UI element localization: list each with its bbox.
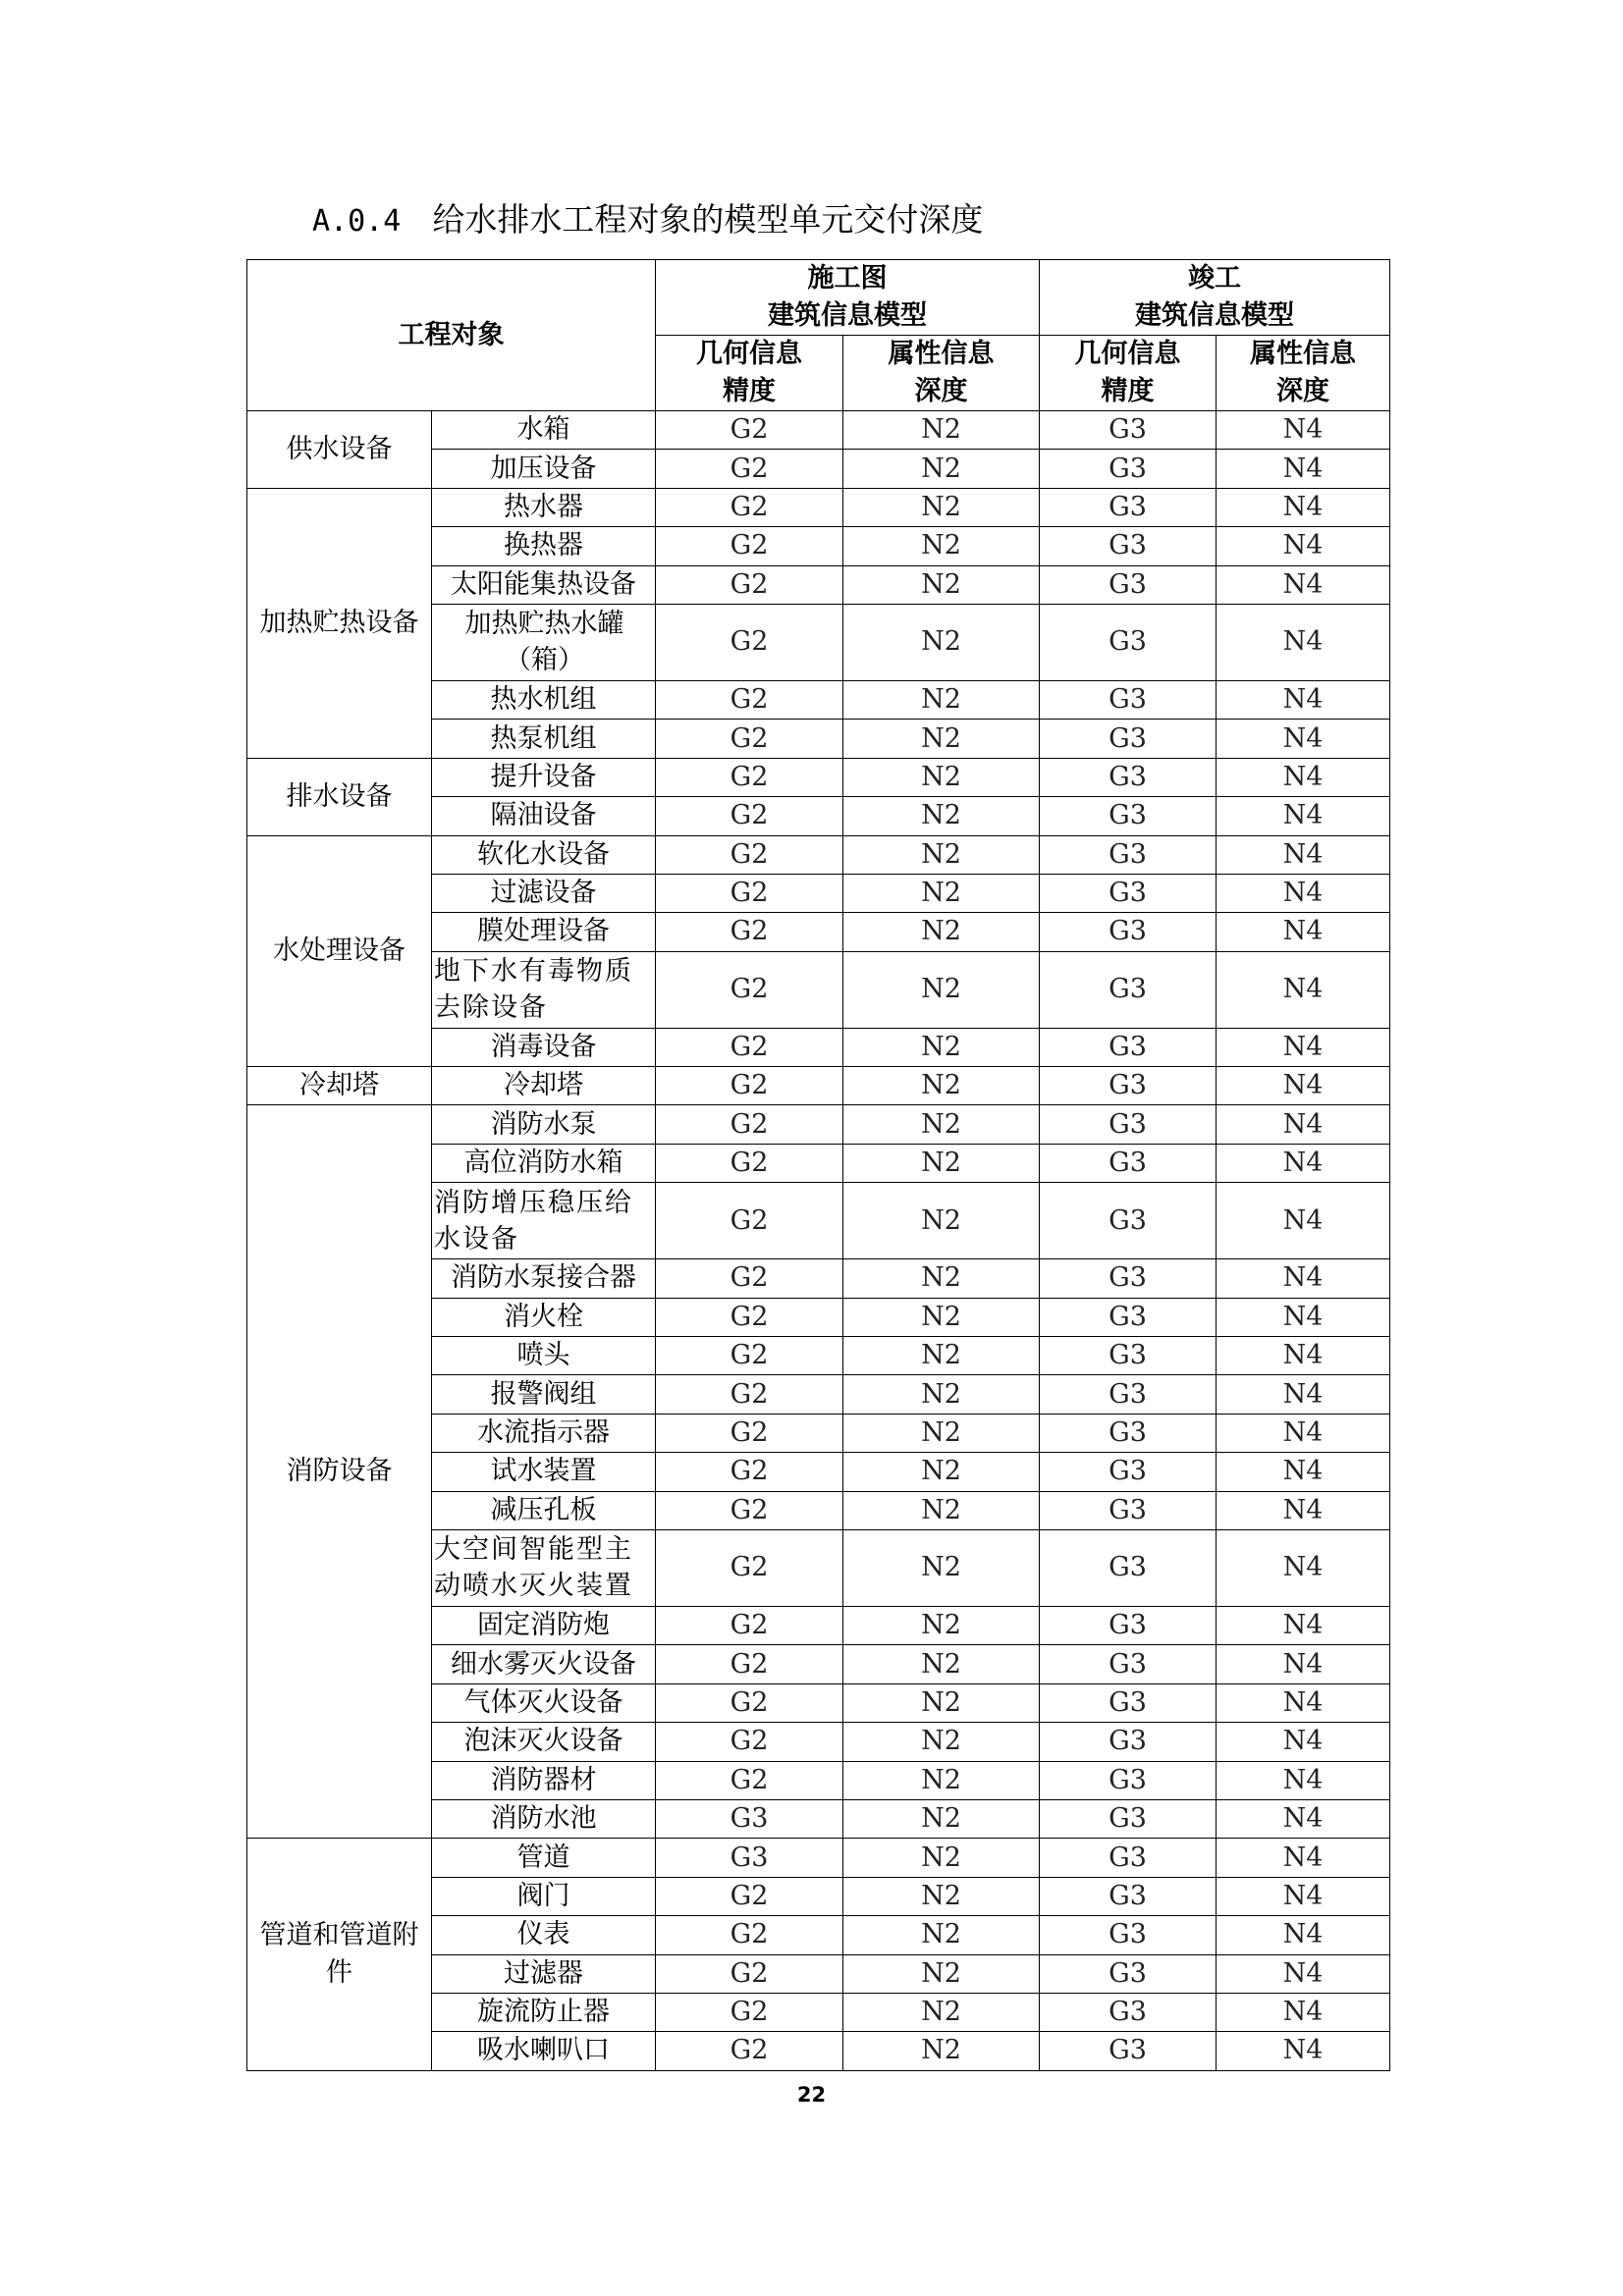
value-completion-attribute: N4 xyxy=(1217,411,1390,450)
value-completion-geometry: G3 xyxy=(1040,874,1217,912)
value-construction-attribute: N2 xyxy=(843,874,1040,912)
value-construction-attribute: N2 xyxy=(843,1761,1040,1799)
value-construction-geometry: G3 xyxy=(656,1839,843,1877)
value-completion-geometry: G3 xyxy=(1040,797,1217,835)
table-row xyxy=(247,488,1390,526)
value-completion-attribute: N4 xyxy=(1217,1916,1390,1954)
value-completion-attribute: N4 xyxy=(1217,1761,1390,1799)
value-completion-geometry: G3 xyxy=(1040,1877,1217,1915)
value-completion-geometry: G3 xyxy=(1040,1144,1217,1182)
value-completion-geometry: G3 xyxy=(1040,411,1217,450)
item-name: 提升设备 xyxy=(432,758,656,796)
value-construction-geometry: G3 xyxy=(656,1799,843,1838)
item-name: 仪表 xyxy=(432,1916,656,1954)
item-name: 换热器 xyxy=(432,527,656,565)
value-completion-attribute: N4 xyxy=(1217,565,1390,604)
value-construction-geometry: G2 xyxy=(656,1259,843,1298)
item-name: 隔油设备 xyxy=(432,797,656,835)
item-name: 气体灭火设备 xyxy=(432,1683,656,1722)
value-completion-attribute: N4 xyxy=(1217,1683,1390,1722)
value-completion-attribute: N4 xyxy=(1217,1723,1390,1761)
value-completion-attribute: N4 xyxy=(1217,1606,1390,1644)
value-construction-attribute: N2 xyxy=(843,797,1040,835)
value-completion-geometry: G3 xyxy=(1040,1453,1217,1491)
delivery-depth-table xyxy=(246,259,1390,2071)
value-construction-attribute: N2 xyxy=(843,1414,1040,1452)
item-name: 软化水设备 xyxy=(432,835,656,874)
value-construction-geometry: G2 xyxy=(656,1645,843,1683)
value-completion-attribute: N4 xyxy=(1217,1954,1390,1993)
value-completion-geometry: G3 xyxy=(1040,1723,1217,1761)
item-name: 水流指示器 xyxy=(432,1414,656,1452)
value-construction-geometry: G2 xyxy=(656,1761,843,1799)
value-completion-attribute: N4 xyxy=(1217,797,1390,835)
table-body xyxy=(247,411,1390,2071)
value-construction-geometry: G2 xyxy=(656,1337,843,1375)
item-name: 消防水泵接合器 xyxy=(432,1259,656,1298)
table-row xyxy=(247,758,1390,796)
value-construction-attribute: N2 xyxy=(843,1954,1040,1993)
group-name: 冷却塔 xyxy=(247,1067,432,1105)
value-construction-geometry: G2 xyxy=(656,1916,843,1954)
value-completion-attribute: N4 xyxy=(1217,1183,1390,1259)
value-completion-geometry: G3 xyxy=(1040,1839,1217,1877)
value-construction-geometry: G2 xyxy=(656,1375,843,1414)
value-completion-geometry: G3 xyxy=(1040,1683,1217,1722)
value-completion-attribute: N4 xyxy=(1217,527,1390,565)
value-completion-geometry: G3 xyxy=(1040,758,1217,796)
table-row xyxy=(247,835,1390,874)
item-name: 消毒设备 xyxy=(432,1028,656,1066)
table-row xyxy=(247,1105,1390,1144)
item-name: 地下水有毒物质去除设备 xyxy=(432,951,656,1028)
group-name: 水处理设备 xyxy=(247,835,432,1067)
value-construction-geometry: G2 xyxy=(656,411,843,450)
group-name: 排水设备 xyxy=(247,758,432,835)
value-completion-geometry: G3 xyxy=(1040,1761,1217,1799)
value-completion-attribute: N4 xyxy=(1217,913,1390,951)
value-construction-attribute: N2 xyxy=(843,527,1040,565)
item-name: 热泵机组 xyxy=(432,720,656,758)
value-construction-geometry: G2 xyxy=(656,527,843,565)
value-completion-attribute: N4 xyxy=(1217,1375,1390,1414)
item-name: 热水器 xyxy=(432,488,656,526)
header-construction-model: 施工图 建筑信息模型 xyxy=(656,260,1040,336)
value-completion-geometry: G3 xyxy=(1040,1259,1217,1298)
page-number: 22 xyxy=(796,2083,827,2107)
value-completion-attribute: N4 xyxy=(1217,1414,1390,1452)
value-completion-attribute: N4 xyxy=(1217,488,1390,526)
group-name: 管道和管道附 件 xyxy=(247,1839,432,2070)
value-completion-geometry: G3 xyxy=(1040,720,1217,758)
value-completion-attribute: N4 xyxy=(1217,1337,1390,1375)
item-name: 泡沫灭火设备 xyxy=(432,1723,656,1761)
value-construction-geometry: G2 xyxy=(656,1606,843,1644)
item-name: 过滤器 xyxy=(432,1954,656,1993)
value-construction-geometry: G2 xyxy=(656,604,843,680)
value-completion-attribute: N4 xyxy=(1217,1028,1390,1066)
value-construction-geometry: G2 xyxy=(656,488,843,526)
value-completion-geometry: G3 xyxy=(1040,835,1217,874)
value-completion-geometry: G3 xyxy=(1040,913,1217,951)
value-completion-attribute: N4 xyxy=(1217,951,1390,1028)
value-construction-geometry: G2 xyxy=(656,758,843,796)
value-completion-geometry: G3 xyxy=(1040,1183,1217,1259)
header-completion-attribute: 属性信息 深度 xyxy=(1217,336,1390,411)
item-name: 报警阀组 xyxy=(432,1375,656,1414)
value-completion-attribute: N4 xyxy=(1217,1877,1390,1915)
value-completion-geometry: G3 xyxy=(1040,1645,1217,1683)
item-name: 冷却塔 xyxy=(432,1067,656,1105)
value-construction-attribute: N2 xyxy=(843,1144,1040,1182)
value-completion-geometry: G3 xyxy=(1040,1529,1217,1606)
value-completion-geometry: G3 xyxy=(1040,1414,1217,1452)
value-construction-attribute: N2 xyxy=(843,1259,1040,1298)
item-name: 消防水泵 xyxy=(432,1105,656,1144)
value-completion-geometry: G3 xyxy=(1040,604,1217,680)
value-construction-attribute: N2 xyxy=(843,450,1040,488)
item-name: 加压设备 xyxy=(432,450,656,488)
value-completion-geometry: G3 xyxy=(1040,1337,1217,1375)
value-completion-attribute: N4 xyxy=(1217,1799,1390,1838)
item-name: 加热贮热水罐 （箱） xyxy=(432,604,656,680)
value-construction-geometry: G2 xyxy=(656,1529,843,1606)
value-construction-attribute: N2 xyxy=(843,1993,1040,2031)
value-completion-attribute: N4 xyxy=(1217,1105,1390,1144)
value-construction-geometry: G2 xyxy=(656,835,843,874)
section-heading xyxy=(312,194,983,240)
value-construction-geometry: G2 xyxy=(656,1144,843,1182)
item-name: 吸水喇叭口 xyxy=(432,2032,656,2070)
value-construction-geometry: G2 xyxy=(656,1298,843,1336)
value-construction-geometry: G2 xyxy=(656,1028,843,1066)
value-construction-geometry: G2 xyxy=(656,1954,843,1993)
value-completion-geometry: G3 xyxy=(1040,1298,1217,1336)
value-completion-attribute: N4 xyxy=(1217,1529,1390,1606)
value-completion-geometry: G3 xyxy=(1040,565,1217,604)
value-completion-attribute: N4 xyxy=(1217,680,1390,719)
item-name: 膜处理设备 xyxy=(432,913,656,951)
value-construction-geometry: G2 xyxy=(656,565,843,604)
value-construction-geometry: G2 xyxy=(656,1877,843,1915)
item-name: 太阳能集热设备 xyxy=(432,565,656,604)
value-construction-attribute: N2 xyxy=(843,680,1040,719)
value-construction-attribute: N2 xyxy=(843,1183,1040,1259)
value-construction-attribute: N2 xyxy=(843,1298,1040,1336)
value-construction-attribute: N2 xyxy=(843,1683,1040,1722)
value-completion-attribute: N4 xyxy=(1217,720,1390,758)
value-completion-geometry: G3 xyxy=(1040,1105,1217,1144)
value-construction-geometry: G2 xyxy=(656,1067,843,1105)
value-construction-geometry: G2 xyxy=(656,951,843,1028)
value-construction-attribute: N2 xyxy=(843,488,1040,526)
value-construction-geometry: G2 xyxy=(656,1453,843,1491)
value-construction-attribute: N2 xyxy=(843,1799,1040,1838)
value-construction-attribute: N2 xyxy=(843,1645,1040,1683)
table-row xyxy=(247,1839,1390,1877)
item-name: 试水装置 xyxy=(432,1453,656,1491)
value-construction-attribute: N2 xyxy=(843,604,1040,680)
header-completion-model: 竣工 建筑信息模型 xyxy=(1040,260,1390,336)
value-completion-attribute: N4 xyxy=(1217,604,1390,680)
value-completion-geometry: G3 xyxy=(1040,1993,1217,2031)
item-name: 阀门 xyxy=(432,1877,656,1915)
value-completion-attribute: N4 xyxy=(1217,835,1390,874)
value-completion-attribute: N4 xyxy=(1217,1259,1390,1298)
value-construction-attribute: N2 xyxy=(843,1491,1040,1529)
item-name: 大空间智能型主动喷水灭火装置 xyxy=(432,1529,656,1606)
item-name: 消防器材 xyxy=(432,1761,656,1799)
value-construction-attribute: N2 xyxy=(843,1453,1040,1491)
value-construction-attribute: N2 xyxy=(843,411,1040,450)
value-construction-attribute: N2 xyxy=(843,720,1040,758)
value-construction-attribute: N2 xyxy=(843,951,1040,1028)
value-completion-geometry: G3 xyxy=(1040,1799,1217,1838)
value-construction-attribute: N2 xyxy=(843,1105,1040,1144)
value-completion-attribute: N4 xyxy=(1217,1453,1390,1491)
value-construction-geometry: G2 xyxy=(656,1105,843,1144)
header-construction-geometry: 几何信息 精度 xyxy=(656,336,843,411)
value-construction-attribute: N2 xyxy=(843,1337,1040,1375)
value-construction-geometry: G2 xyxy=(656,450,843,488)
value-construction-geometry: G2 xyxy=(656,1491,843,1529)
value-completion-attribute: N4 xyxy=(1217,874,1390,912)
value-construction-attribute: N2 xyxy=(843,1916,1040,1954)
value-construction-geometry: G2 xyxy=(656,874,843,912)
value-construction-geometry: G2 xyxy=(656,1414,843,1452)
header-completion-geometry: 几何信息 精度 xyxy=(1040,336,1217,411)
table-row xyxy=(247,411,1390,450)
table-row xyxy=(247,1067,1390,1105)
value-construction-attribute: N2 xyxy=(843,1839,1040,1877)
item-name: 高位消防水箱 xyxy=(432,1144,656,1182)
item-name: 管道 xyxy=(432,1839,656,1877)
value-completion-geometry: G3 xyxy=(1040,2032,1217,2070)
value-construction-attribute: N2 xyxy=(843,913,1040,951)
item-name: 消防增压稳压给水设备 xyxy=(432,1183,656,1259)
value-completion-attribute: N4 xyxy=(1217,758,1390,796)
value-completion-attribute: N4 xyxy=(1217,450,1390,488)
value-completion-geometry: G3 xyxy=(1040,951,1217,1028)
item-name: 消火栓 xyxy=(432,1298,656,1336)
item-name: 热水机组 xyxy=(432,680,656,719)
value-construction-attribute: N2 xyxy=(843,835,1040,874)
value-construction-geometry: G2 xyxy=(656,797,843,835)
value-completion-attribute: N4 xyxy=(1217,2032,1390,2070)
value-construction-attribute: N2 xyxy=(843,1375,1040,1414)
value-construction-attribute: N2 xyxy=(843,1067,1040,1105)
value-construction-geometry: G2 xyxy=(656,1183,843,1259)
value-construction-geometry: G2 xyxy=(656,1993,843,2031)
value-construction-geometry: G2 xyxy=(656,1723,843,1761)
value-construction-attribute: N2 xyxy=(843,758,1040,796)
value-construction-attribute: N2 xyxy=(843,1529,1040,1606)
group-name: 消防设备 xyxy=(247,1105,432,1839)
item-name: 过滤设备 xyxy=(432,874,656,912)
item-name: 固定消防炮 xyxy=(432,1606,656,1644)
value-completion-attribute: N4 xyxy=(1217,1993,1390,2031)
value-completion-geometry: G3 xyxy=(1040,527,1217,565)
value-completion-attribute: N4 xyxy=(1217,1491,1390,1529)
value-completion-geometry: G3 xyxy=(1040,1491,1217,1529)
value-construction-attribute: N2 xyxy=(843,1877,1040,1915)
value-construction-geometry: G2 xyxy=(656,720,843,758)
value-completion-geometry: G3 xyxy=(1040,1028,1217,1066)
value-completion-geometry: G3 xyxy=(1040,450,1217,488)
value-completion-geometry: G3 xyxy=(1040,488,1217,526)
item-name: 细水雾灭火设备 xyxy=(432,1645,656,1683)
value-construction-attribute: N2 xyxy=(843,1028,1040,1066)
value-completion-attribute: N4 xyxy=(1217,1839,1390,1877)
value-completion-geometry: G3 xyxy=(1040,1954,1217,1993)
item-name: 旋流防止器 xyxy=(432,1993,656,2031)
header-construction-attribute: 属性信息 深度 xyxy=(843,336,1040,411)
value-completion-attribute: N4 xyxy=(1217,1298,1390,1336)
value-completion-geometry: G3 xyxy=(1040,1916,1217,1954)
value-construction-attribute: N2 xyxy=(843,2032,1040,2070)
value-construction-geometry: G2 xyxy=(656,1683,843,1722)
group-name: 供水设备 xyxy=(247,411,432,489)
section-title: 给水排水工程对象的模型单元交付深度 xyxy=(432,200,984,239)
value-construction-geometry: G2 xyxy=(656,680,843,719)
value-construction-attribute: N2 xyxy=(843,1723,1040,1761)
value-construction-geometry: G2 xyxy=(656,913,843,951)
item-name: 减压孔板 xyxy=(432,1491,656,1529)
header-object: 工程对象 xyxy=(247,260,656,411)
section-number: A.0.4 xyxy=(312,204,402,239)
item-name: 消防水池 xyxy=(432,1799,656,1838)
value-completion-geometry: G3 xyxy=(1040,1375,1217,1414)
value-construction-geometry: G2 xyxy=(656,2032,843,2070)
value-completion-geometry: G3 xyxy=(1040,1606,1217,1644)
value-completion-geometry: G3 xyxy=(1040,1067,1217,1105)
value-construction-attribute: N2 xyxy=(843,1606,1040,1644)
item-name: 水箱 xyxy=(432,411,656,450)
value-construction-attribute: N2 xyxy=(843,565,1040,604)
value-completion-attribute: N4 xyxy=(1217,1144,1390,1182)
group-name: 加热贮热设备 xyxy=(247,488,432,758)
value-completion-geometry: G3 xyxy=(1040,680,1217,719)
value-completion-attribute: N4 xyxy=(1217,1067,1390,1105)
value-completion-attribute: N4 xyxy=(1217,1645,1390,1683)
item-name: 喷头 xyxy=(432,1337,656,1375)
